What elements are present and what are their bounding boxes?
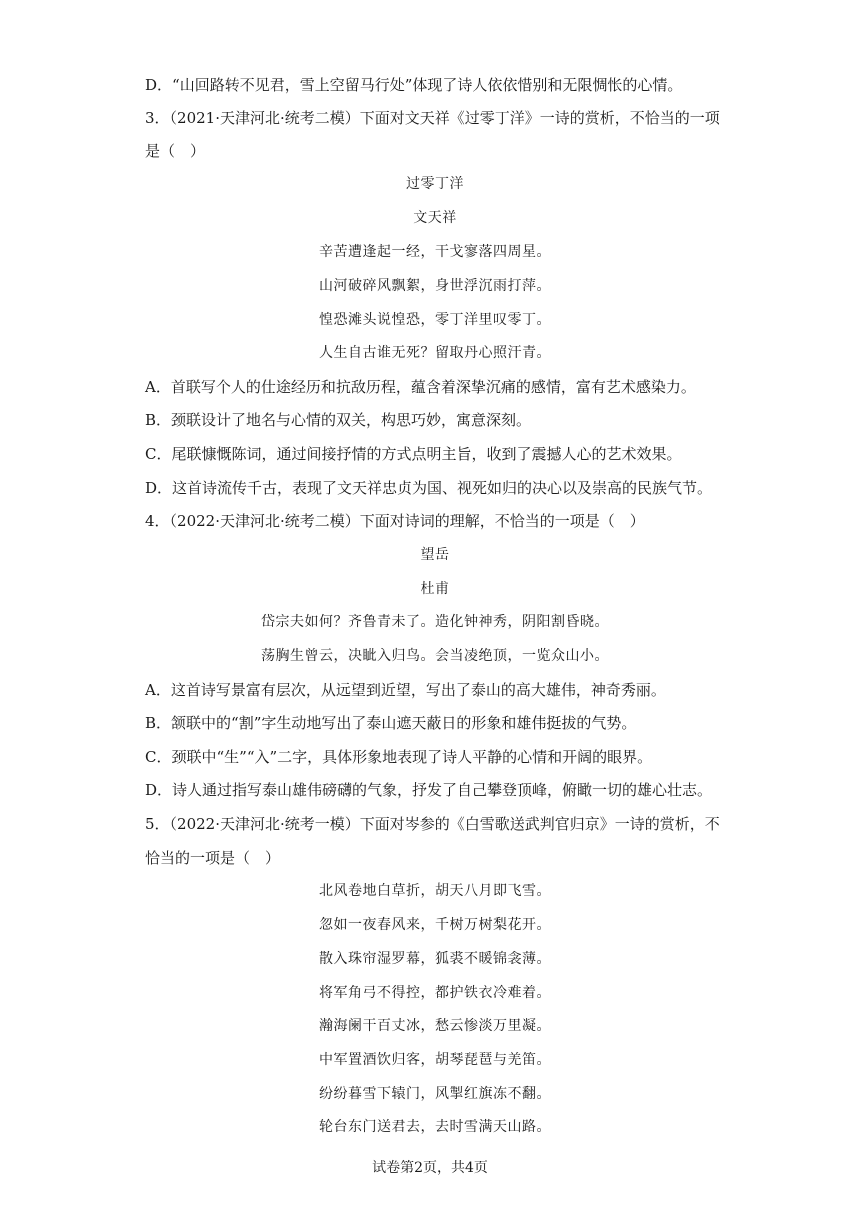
- q3-option-c: C．尾联慷慨陈词，通过间接抒情的方式点明主旨，收到了震撼人心的艺术效果。: [145, 445, 682, 463]
- poem3-line: 忽如一夜春风来，千树万树梨花开。: [319, 917, 551, 933]
- q3-stem: 3．（2021·天津河北·统考二模）下面对文天祥《过零丁洋》一诗的赏析，不恰当的一项: [145, 109, 720, 127]
- poem2-author: 杜甫: [420, 581, 450, 597]
- q3-option-b: B．颈联设计了地名与心情的双关，构思巧妙，寓意深刻。: [145, 411, 532, 429]
- poem1-author: 文天祥: [413, 210, 457, 226]
- poem3-line: 瀚海阑干百丈冰，愁云惨淡万里凝。: [319, 1018, 551, 1034]
- page-footer: 试卷第2页，共4页: [372, 1160, 488, 1176]
- poem1-line: 人生自古谁无死？留取丹心照汗青。: [319, 345, 551, 361]
- poem3-line: 散入珠帘湿罗幕，狐裘不暖锦衾薄。: [319, 951, 551, 967]
- q4-option-d: D．诗人通过指写泰山雄伟磅礴的气象，抒发了自己攀登顶峰，俯瞰一切的雄心壮志。: [145, 781, 713, 799]
- q3-option-d: D．这首诗流传千古，表现了文天祥忠贞为国、视死如归的决心以及崇高的民族气节。: [145, 479, 713, 497]
- q5-stem-cont: 恰当的一项是（ ）: [145, 849, 281, 867]
- poem3-line: 轮台东门送君去，去时雪满天山路。: [319, 1119, 551, 1135]
- q4-option-c: C．颈联中“生”“入”二字，具体形象地表现了诗人平静的心情和开阔的眼界。: [145, 748, 653, 766]
- poem3-line: 纷纷暮雪下辕门，风掣红旗冻不翻。: [319, 1086, 551, 1102]
- poem2-line: 岱宗夫如何？齐鲁青未了。造化钟神秀，阴阳割昏晓。: [261, 614, 609, 630]
- poem2-title: 望岳: [420, 547, 450, 563]
- poem3-line: 北风卷地白草折，胡天八月即飞雪。: [319, 883, 551, 899]
- q2-option-d: D．“山回路转不见君，雪上空留马行处”体现了诗人依依惜别和无限惆怅的心情。: [145, 76, 683, 94]
- poem1-title: 过零丁洋: [406, 176, 464, 192]
- poem1-line: 山河破碎风飘絮，身世浮沉雨打萍。: [319, 278, 551, 294]
- q3-option-a: A．首联写个人的仕途经历和抗敌历程，蕴含着深挚沉痛的感情，富有艺术感染力。: [145, 378, 696, 396]
- q4-stem: 4．（2022·天津河北·统考二模）下面对诗词的理解，不恰当的一项是（ ）: [145, 512, 645, 530]
- q4-option-a: A．这首诗写景富有层次，从远望到近望，写出了泰山的高大雄伟，神奇秀丽。: [145, 681, 666, 699]
- poem3-line: 中军置酒饮归客，胡琴琵琶与羌笛。: [319, 1052, 551, 1068]
- poem1-line: 惶恐滩头说惶恐，零丁洋里叹零丁。: [319, 312, 551, 328]
- poem3-line: 将军角弓不得控，都护铁衣冷难着。: [319, 985, 551, 1001]
- poem1-line: 辛苦遭逢起一经，干戈寥落四周星。: [319, 244, 551, 260]
- q5-stem: 5．（2022·天津河北·统考一模）下面对岑参的《白雪歌送武判官归京》一诗的赏析，不: [145, 815, 720, 833]
- q3-stem-cont: 是（ ）: [145, 142, 206, 160]
- q4-option-b: B．颔联中的“割”字生动地写出了泰山遮天蔽日的形象和雄伟挺拔的气势。: [145, 714, 637, 732]
- poem2-line: 荡胸生曾云，决眦入归鸟。会当凌绝顶，一览众山小。: [261, 648, 609, 664]
